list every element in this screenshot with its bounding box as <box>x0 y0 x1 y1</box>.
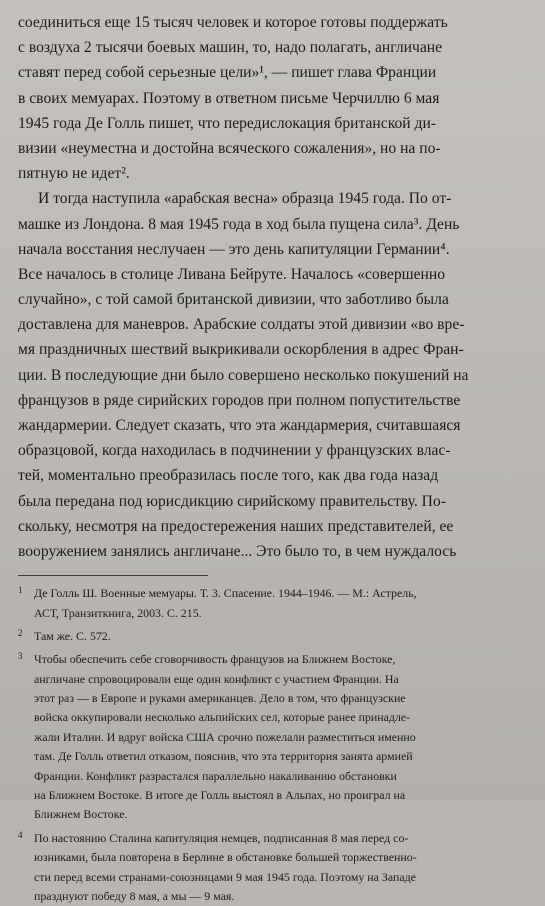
footnote-text: сти перед всеми странами-союзницами 9 мая 1945 года. Поэтому на Западе <box>34 869 416 884</box>
footnote-number: 4 <box>18 829 23 840</box>
footnote-text: англичане спровоцировали еще один конфликт с участием Франции. На <box>34 671 399 686</box>
footnotes-section <box>18 584 529 906</box>
body-line: вооружением занялись англичане... Это было то, в чем нуждалось <box>18 542 457 560</box>
footnote-number: 2 <box>18 627 23 638</box>
body-text <box>18 10 529 564</box>
body-line: мя праздничных шествий выкрикивали оскорбления в адрес Фран- <box>18 341 464 359</box>
footnote-text: этот раз — в Европе и руками американцев. Дело в том, что французские <box>34 691 406 706</box>
body-line: тей, моментально преобразилась после того, как два года назад <box>18 467 439 485</box>
footnote-line <box>18 650 529 669</box>
footnote-line <box>18 848 529 867</box>
footnote-text: Ближнем Востоке. <box>34 807 128 822</box>
body-line: соединиться еще 15 тысяч человек и которое готовы поддержать <box>18 14 448 31</box>
body-line: начала восстания неслучаен — это день капитуляции Германии⁴. <box>18 240 450 258</box>
footnote-line <box>18 747 529 766</box>
body-line: визии «неуместна и достойна всяческого сожаления», но на по- <box>18 139 441 157</box>
body-line: жандармерии. Следует сказать, что эта жандармерия, считавшаяся <box>18 417 461 434</box>
footnote-text: войска оккупировали несколько альпийских сел, которые ранее принадле- <box>34 710 411 725</box>
footnote-line <box>18 728 529 747</box>
footnote-text: юзниками, была повторена в Берлине в обстановке большей торжественно- <box>34 850 417 865</box>
footnote-line <box>18 604 529 623</box>
footnote-number: 1 <box>18 585 23 596</box>
footnote-text: Франции. Конфликт разрастался параллельно накаливанию обстановки <box>34 768 397 783</box>
footnote-text: АСТ, Транзиткнига, 2003. С. 215. <box>34 605 202 620</box>
footnote-line <box>18 584 529 603</box>
body-line: скольку, несмотря на предостережения наших представителей, ее <box>18 517 454 535</box>
body-line: Все началось в столице Ливана Бейруте. Началось «совершенно <box>18 265 446 283</box>
footnote-line <box>18 767 529 786</box>
footnote-number: 3 <box>18 651 23 662</box>
footnote-line <box>18 829 529 848</box>
body-line: была передана под юрисдикцию сирийскому правительству. По- <box>18 492 446 510</box>
footnote-line <box>18 670 529 689</box>
body-line: ции. В последующие дни было совершено несколько покушений на <box>18 366 469 384</box>
body-line: образцовой, когда находилась в подчинении у французских влас- <box>18 442 451 460</box>
body-line: с воздуха 2 тысячи боевых машин, то, надо полагать, англичане <box>18 39 443 57</box>
body-line: машке из Лондона. 8 мая 1945 года в ход была пущена сила³. День <box>18 215 460 233</box>
footnote-text: Чтобы обеспечить себе сговорчивость французов на Ближнем Востоке, <box>34 652 396 667</box>
body-line: 1945 года Де Голль пишет, что передислокация британской ди- <box>18 114 436 132</box>
footnote-line <box>18 805 529 824</box>
footnote-text: По настоянию Сталина капитуляция немцев, подписанная 8 мая перед со- <box>34 830 409 845</box>
footnote-line <box>18 689 529 708</box>
footnote-line <box>18 708 529 727</box>
footnote-line <box>18 627 529 646</box>
footnote-text: Там же. С. 572. <box>34 628 111 643</box>
body-line: ставят перед собой серьезные цели»¹, — пишет глава Франции <box>18 64 437 82</box>
body-line: французов в ряде сирийских городов при полном попустительстве <box>18 391 461 409</box>
footnote-line <box>18 887 529 906</box>
footnote-text: празднуют победу 8 мая, а мы — 9 мая. <box>34 888 235 903</box>
body-line: случайно», с той самой британской дивизии, что заботливо была <box>18 291 449 309</box>
footnote-line <box>18 868 529 887</box>
body-line: пятную не идет². <box>18 165 130 183</box>
body-line: И тогда наступила «арабская весна» образца 1945 года. По от- <box>38 190 452 208</box>
footnote-text: там. Де Голль ответил отказом, пояснив, что эта территория занята армией <box>34 749 413 764</box>
body-line: в своих мемуарах. Поэтому в ответном письме Черчиллю 6 мая <box>18 89 440 107</box>
footnote-text: жали Италии. И вдруг войска США срочно пожелали разместиться именно <box>34 729 416 744</box>
footnote-text: на Ближнем Востоке. В итоге де Голль выстоял в Альпах, но проиграл на <box>34 788 406 803</box>
footnote-divider <box>18 575 208 576</box>
footnote-line <box>18 786 529 805</box>
footnote-text: Де Голль Ш. Военные мемуары. Т. 3. Спасение. 1944–1946. — М.: Астрель, <box>34 586 417 601</box>
body-line: доставлена для маневров. Арабские солдаты этой дивизии «во вре- <box>18 316 465 334</box>
